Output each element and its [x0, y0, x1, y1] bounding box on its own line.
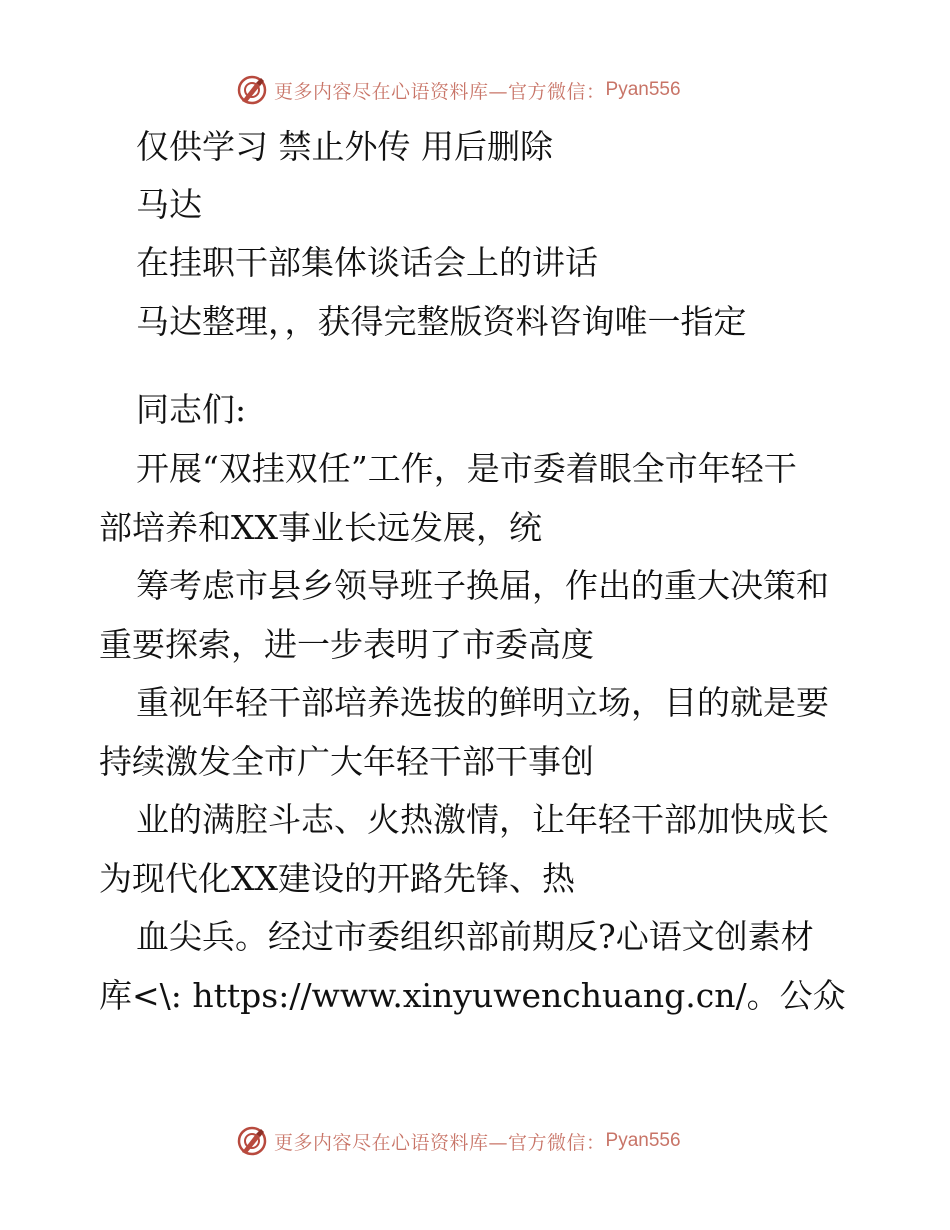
- author-line: 马达: [136, 185, 202, 224]
- body-line: 血尖兵。经过市委组织部前期反?心语文创素材: [136, 917, 814, 956]
- body-line: 部培养和XX事业长远发展，统: [99, 508, 542, 547]
- wechat-id: Pyan556: [605, 1130, 681, 1151]
- body-line-url: 库<\: https://www.xinyuwenchuang.cn/。公众: [99, 976, 846, 1015]
- watermark-text: 更多内容尽在心语资料库—官方微信：: [274, 1131, 606, 1154]
- body-line: 重视年轻干部培养选拔的鲜明立场，目的就是要: [136, 683, 829, 722]
- body-line: 重要探索，进一步表明了市委高度: [99, 625, 594, 664]
- wechat-id: Pyan556: [605, 79, 681, 100]
- body-line: 业的满腔斗志、火热激情，让年轻干部加快成长: [136, 800, 829, 839]
- body-line: 持续激发全市广大年轻干部干事创: [99, 742, 594, 781]
- watermark-text: 更多内容尽在心语资料库—官方微信：: [274, 80, 606, 103]
- body-line: 为现代化XX建设的开路先锋、热: [99, 859, 575, 898]
- watermark-banner-bottom: [236, 1124, 681, 1158]
- salutation: 同志们:: [136, 390, 247, 429]
- watermark-banner-top: [236, 73, 681, 107]
- body-line: 开展“双挂双任”工作，是市委着眼全市年轻干: [136, 449, 797, 488]
- body-line: 筹考虑市县乡领导班子换届，作出的重大决策和: [136, 566, 829, 605]
- source-note: 马达整理，，获得完整版资料咨询唯一指定: [136, 302, 747, 341]
- pen-logo-icon: [236, 1125, 268, 1157]
- pen-logo-icon: [236, 74, 268, 106]
- notice-line: 仅供学习 禁止外传 用后删除: [136, 127, 553, 166]
- document-title: 在挂职干部集体谈话会上的讲话: [136, 243, 598, 282]
